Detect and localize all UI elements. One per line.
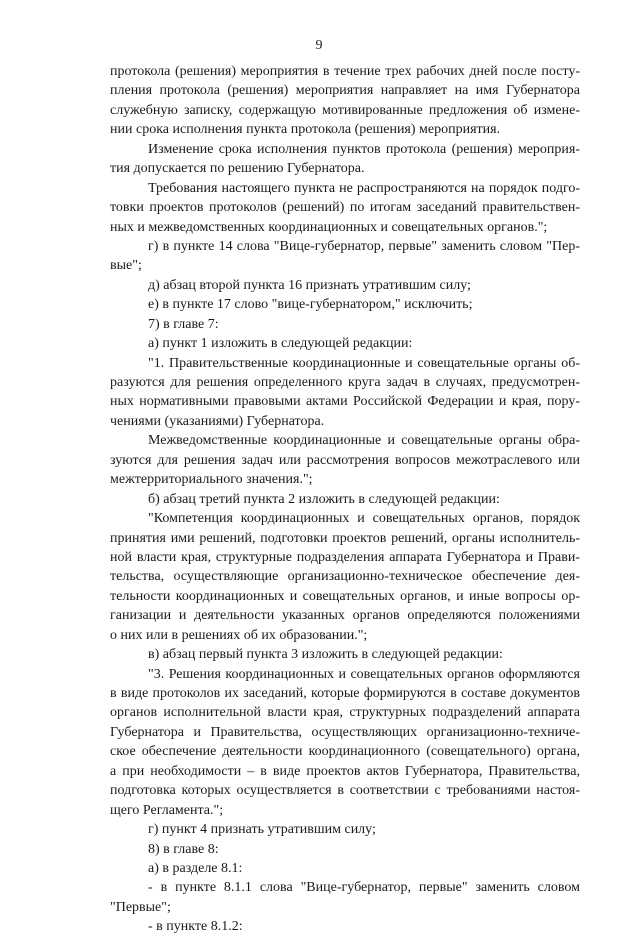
text-line: Требования настоящего пункта не распространяются на порядок подго- <box>148 180 580 196</box>
text-line: 8) в главе 8: <box>148 841 219 857</box>
text-line: г) в пункте 14 слова "Вице-губернатор, первые" заменить словом "Пер- <box>148 238 580 254</box>
text-line: служебную записку, содержащую мотивированные предложения об измене- <box>110 102 580 118</box>
text-line: Межведомственные координационные и совещательные органы обра- <box>148 433 580 449</box>
text-line: ных и межведомственных координационных и совещательных органов."; <box>110 219 548 235</box>
text-line: товки проектов протоколов (решений) по итогам заседаний правительствен- <box>110 200 580 216</box>
text-line: в) абзац первый пункта 3 изложить в следующей редакции: <box>148 647 503 663</box>
text-line: г) пункт 4 признать утратившим силу; <box>148 822 376 838</box>
text-line: е) в пункте 17 слово "вице-губернатором," исключить; <box>148 297 473 313</box>
text-line: принятия ими решений, подготовки проектов решений, органы исполнитель- <box>110 530 580 546</box>
text-line: "Первые"; <box>110 899 171 915</box>
text-line: органов исполнительной власти края, структурных подразделений аппарата <box>110 705 580 721</box>
text-line: "3. Решения координационных и совещательных органов оформляются <box>148 666 580 682</box>
text-line: ганизации и деятельности указанных органов определяются положениями <box>110 608 580 624</box>
text-line: разуются для решения определенного круга задач в случаях, предусмотрен- <box>110 375 580 390</box>
text-line: ское обеспечение деятельности координационного (совещательного) органа, <box>110 744 580 760</box>
text-line: щего Регламента."; <box>110 802 224 818</box>
text-line: а) пункт 1 изложить в следующей редакции: <box>148 336 413 352</box>
text-line: тельности координационных и совещательных органов, и иные вопросы ор- <box>110 588 580 604</box>
text-line: а) в разделе 8.1: <box>148 860 243 876</box>
text-line: "Компетенция координационных и совещательных органов, порядок <box>148 511 580 527</box>
text-line: - в пункте 8.1.2: <box>148 919 243 935</box>
text-line: чениями (указаниями) Губернатора. <box>110 413 325 429</box>
text-line: подготовка которых осуществляется в соответствии с требованиями настоя- <box>110 783 580 799</box>
page-number: 9 <box>315 38 323 53</box>
text-line: Изменение срока исполнения пунктов протокола (решения) мероприя- <box>148 141 580 157</box>
document-body <box>110 62 580 937</box>
text-line: 7) в главе 7: <box>148 316 219 332</box>
text-line: о них или в решениях об их образовании."; <box>110 627 368 643</box>
text-line: д) абзац второй пункта 16 признать утратившим силу; <box>148 277 471 293</box>
text-line: ной власти края, структурные подразделения аппарата Губернатора и Прави- <box>110 549 580 565</box>
text-line: тия допускается по решению Губернатора. <box>110 161 365 177</box>
text-line: "1. Правительственные координационные и совещательные органы об- <box>148 355 580 371</box>
text-line: тельства, осуществляющие организационно-техническое обеспечение дея- <box>110 569 580 585</box>
text-line: ных нормативными правовыми актами Российской Федерации и края, пору- <box>110 394 580 410</box>
text-line: а при необходимости – в виде проектов актов Губернатора, Правительства, <box>110 763 580 779</box>
text-line: протокола (решения) мероприятия в течение трех рабочих дней после посту- <box>110 64 580 79</box>
text-line: нии срока исполнения пункта протокола (решения) мероприятия. <box>110 122 501 138</box>
text-line: пления протокола (решения) мероприятия направляет на имя Губернатора <box>110 83 580 99</box>
text-line: зуются для решения задач или рассмотрения вопросов межотраслевого или <box>110 452 580 468</box>
text-line: - в пункте 8.1.1 слова "Вице-губернатор, первые" заменить словом <box>148 880 580 896</box>
text-line: вые"; <box>110 258 142 274</box>
text-line: межтерриториального значения."; <box>110 472 313 488</box>
text-line: в виде протоколов их заседаний, которые формируются в составе документов <box>110 686 580 701</box>
text-line: б) абзац третий пункта 2 изложить в следующей редакции: <box>148 491 500 507</box>
text-line: Губернатора и Правительства, осуществляющих организационно-техниче- <box>110 724 580 740</box>
